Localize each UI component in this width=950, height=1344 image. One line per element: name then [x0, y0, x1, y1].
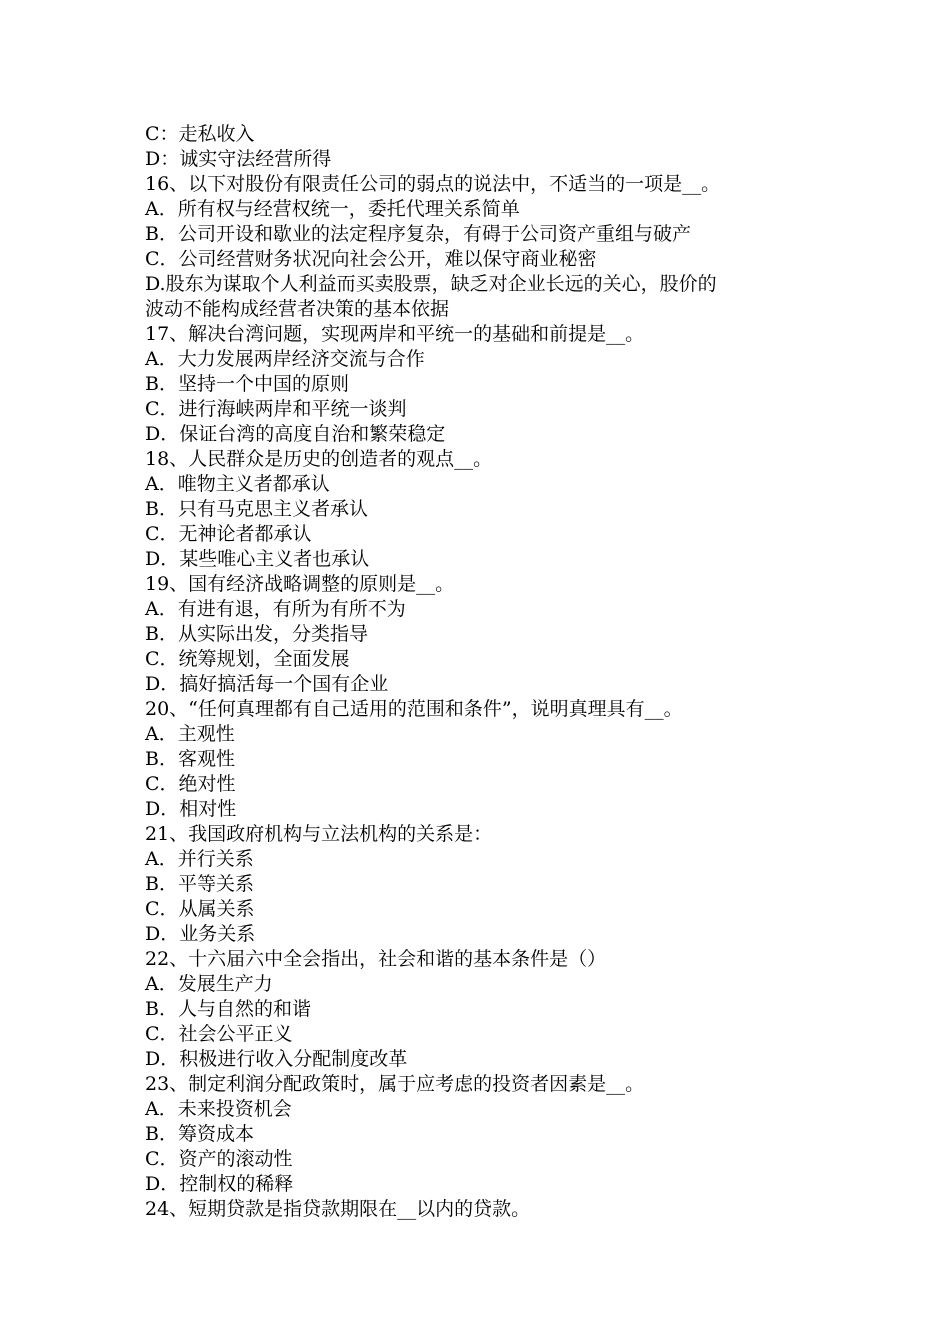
option-c-q16: C．公司经营财务状况向社会公开，难以保守商业秘密: [145, 248, 597, 270]
option-b-q20: B．客观性: [145, 748, 235, 770]
question-20: 20、“任何真理都有自己适用的范围和条件”，说明真理具有__。: [145, 698, 683, 720]
option-a-q18: A．唯物主义者都承认: [145, 473, 330, 495]
option-d-q20: D．相对性: [145, 798, 237, 820]
option-a-q21: A．并行关系: [145, 848, 254, 870]
question-17: 17、解决台湾问题，实现两岸和平统一的基础和前提是__。: [145, 323, 645, 345]
option-d-q16: D.股东为谋取个人利益而买卖股票，缺乏对企业长远的关心，股价的: [145, 273, 717, 295]
question-21: 21、我国政府机构与立法机构的关系是：: [145, 823, 493, 845]
option-b-q21: B．平等关系: [145, 873, 254, 895]
option-c-q15: C：走私收入: [145, 123, 255, 145]
option-b-q18: B．只有马克思主义者承认: [145, 498, 368, 520]
option-d-q21: D．业务关系: [145, 923, 256, 945]
option-c-q18: C．无神论者都承认: [145, 523, 312, 545]
option-c-q23: C．资产的滚动性: [145, 1148, 293, 1170]
option-b-q16: B．公司开设和歇业的法定程序复杂，有碍于公司资产重组与破产: [145, 223, 691, 245]
option-d-q18: D．某些唯心主义者也承认: [145, 548, 370, 570]
option-b-q23: B．筹资成本: [145, 1123, 254, 1145]
question-16: 16、以下对股份有限责任公司的弱点的说法中，不适当的一项是__。: [145, 173, 721, 195]
option-a-q16: A．所有权与经营权统一，委托代理关系简单: [145, 198, 520, 220]
option-d-q23: D．控制权的稀释: [145, 1173, 294, 1195]
question-23: 23、制定利润分配政策时，属于应考虑的投资者因素是__。: [145, 1073, 645, 1095]
document-page: [145, 122, 825, 1222]
option-a-q22: A．发展生产力: [145, 973, 273, 995]
question-19: 19、国有经济战略调整的原则是__。: [145, 573, 455, 595]
question-24: 24、短期贷款是指贷款期限在__以内的贷款。: [145, 1198, 531, 1220]
option-a-q17: A．大力发展两岸经济交流与合作: [145, 348, 425, 370]
question-18: 18、人民群众是历史的创造者的观点__。: [145, 448, 493, 470]
option-a-q19: A．有进有退，有所为有所不为: [145, 598, 406, 620]
option-d-q16-continued: 波动不能构成经营者决策的基本依据: [145, 298, 450, 320]
option-b-q22: B．人与自然的和谐: [145, 998, 311, 1020]
option-c-q19: C．统筹规划，全面发展: [145, 648, 350, 670]
option-c-q21: C．从属关系: [145, 898, 255, 920]
option-d-q17: D．保证台湾的高度自治和繁荣稳定: [145, 423, 446, 445]
option-b-q17: B．坚持一个中国的原则: [145, 373, 349, 395]
option-d-q19: D．搞好搞活每一个国有企业: [145, 673, 389, 695]
option-d-q15: D：诚实守法经营所得: [145, 148, 332, 170]
option-c-q17: C．进行海峡两岸和平统一谈判: [145, 398, 407, 420]
question-22: 22、十六届六中全会指出，社会和谐的基本条件是（）: [145, 948, 607, 970]
option-c-q22: C．社会公平正义: [145, 1023, 293, 1045]
option-d-q22: D．积极进行收入分配制度改革: [145, 1048, 408, 1070]
option-a-q20: A．主观性: [145, 723, 235, 745]
option-c-q20: C．绝对性: [145, 773, 236, 795]
option-a-q23: A．未来投资机会: [145, 1098, 292, 1120]
option-b-q19: B．从实际出发，分类指导: [145, 623, 368, 645]
